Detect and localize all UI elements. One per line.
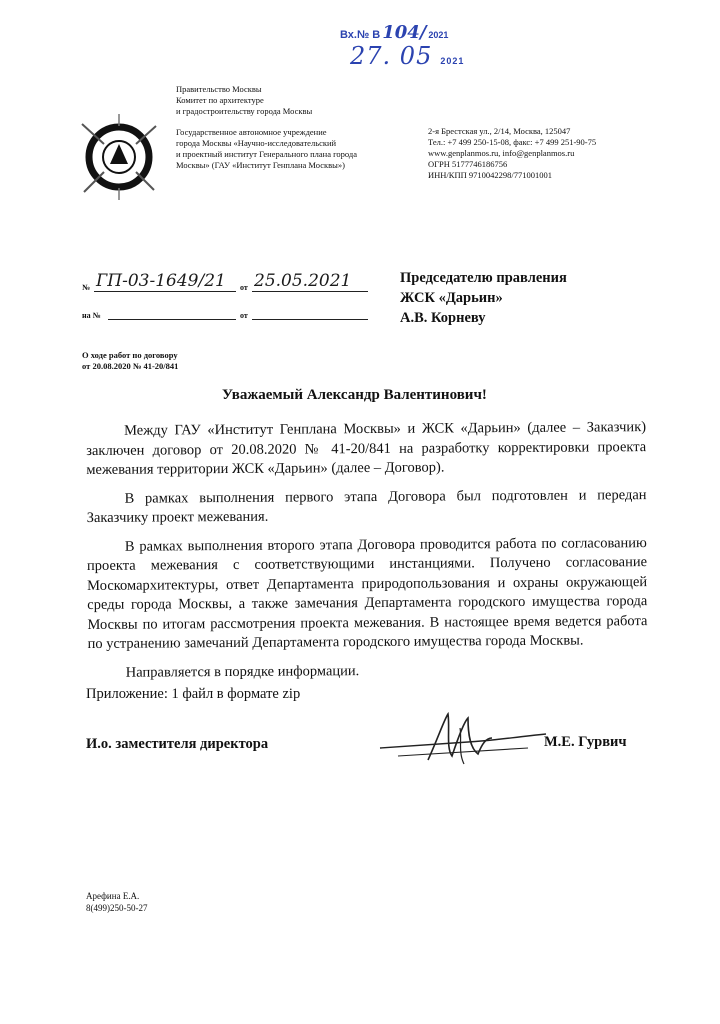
org-line: Москвы» (ГАУ «Институт Генплана Москвы») [176, 160, 345, 170]
organization-header [176, 84, 396, 171]
subject-line: от 20.08.2020 № 41-20/841 [82, 361, 179, 371]
contact-ogrn: ОГРН 5177746186756 [428, 159, 508, 169]
outgoing-number-row [82, 262, 382, 296]
org-line: Правительство Москвы [176, 84, 262, 94]
stamp-year-2: 2021 [440, 56, 465, 66]
stamp-date: 27. 05 [350, 42, 433, 70]
ref-date-underline [252, 319, 368, 320]
contact-block [428, 126, 648, 181]
addressee-position: Председателю правления [400, 270, 567, 286]
addressee-organization: ЖСК «Дарьин» [400, 290, 503, 306]
body-paragraph: В рамках выполнения второго этапа Договора проводится работа по согласованию проекта межевания с соответствующими инстанциями. Получено согласование Москомархитектуры, ответ Департамента природопользования и охраны окружающей среды города Москвы, а также замечания Департамента городского имущества города Москвы по итогам рассмотрения проекта межевания. В настоящее время ведется работа по устранению замечаний Департамента городского имущества города Москвы. [86, 534, 648, 652]
body-paragraph: В рамках выполнения первого этапа Договора был подготовлен и передан Заказчику проект межевания. [86, 486, 647, 526]
contact-inn: ИНН/КПП 9710042298/771001001 [428, 170, 552, 180]
addressee-name: А.В. Корневу [400, 310, 486, 326]
date-label: от [240, 283, 248, 292]
genplan-logo-icon [74, 112, 164, 202]
number-underline [94, 291, 236, 292]
contact-phone: Тел.: +7 499 250-15-08, факс: +7 499 251-90-75 [428, 137, 597, 147]
contact-web: www.genplanmos.ru, info@genplanmos.ru [428, 148, 575, 158]
stamp-number: 104/ [382, 22, 427, 43]
org-line: города Москвы «Научно-исследовательский [176, 138, 337, 148]
executor-block [86, 890, 148, 914]
body-paragraph: Между ГАУ «Институт Генплана Москвы» и ЖСК «Дарьин» (далее – Заказчик) заключен договор от 20.08.2020 № 41-20/841 на разработку корректировки проекта межевания территории ЖСК «Дарьин» (далее – Договор). [86, 419, 647, 478]
stamp-year-1: 2021 [428, 30, 449, 40]
stamp-prefix: Вх.№ В [340, 29, 381, 41]
ref-number-label: на № [82, 311, 101, 320]
body-paragraph: Направляется в порядке информации. [125, 662, 360, 681]
addressee [400, 268, 680, 328]
org-line: и проектный институт Генерального плана города [176, 149, 358, 159]
signatory-title: И.о. заместителя директора [86, 736, 269, 752]
signatory-name: М.Е. Гурвич [544, 734, 627, 750]
stamp-date-line [350, 42, 464, 70]
executor-name: Арефина Е.А. [86, 891, 140, 901]
attachment-note: Приложение: 1 файл в формате zip [86, 686, 301, 702]
org-line: Государственное автономное учреждение [176, 127, 327, 137]
salutation: Уважаемый Александр Валентинович! [222, 387, 487, 403]
org-line: и градостроительству города Москвы [176, 106, 313, 116]
date-underline [252, 291, 368, 292]
ref-number-underline [108, 319, 236, 320]
incoming-stamp [340, 18, 490, 74]
org-line: Комитет по архитектуре [176, 95, 264, 105]
handwritten-signature [378, 708, 548, 778]
stamp-number-line [340, 22, 448, 43]
registration-block [82, 262, 382, 324]
subject [82, 350, 242, 372]
number-label: № [82, 283, 91, 292]
subject-line: О ходе работ по договору [82, 350, 178, 360]
outgoing-number: ГП-03-1649/21 [96, 271, 226, 291]
reference-row [82, 296, 382, 324]
outgoing-date: 25.05.2021 [254, 271, 352, 291]
ref-date-label: от [240, 311, 248, 320]
executor-phone: 8(499)250-50-27 [86, 903, 148, 913]
letter-body [86, 418, 648, 692]
contact-address: 2-я Брестская ул., 2/14, Москва, 125047 [428, 126, 571, 136]
